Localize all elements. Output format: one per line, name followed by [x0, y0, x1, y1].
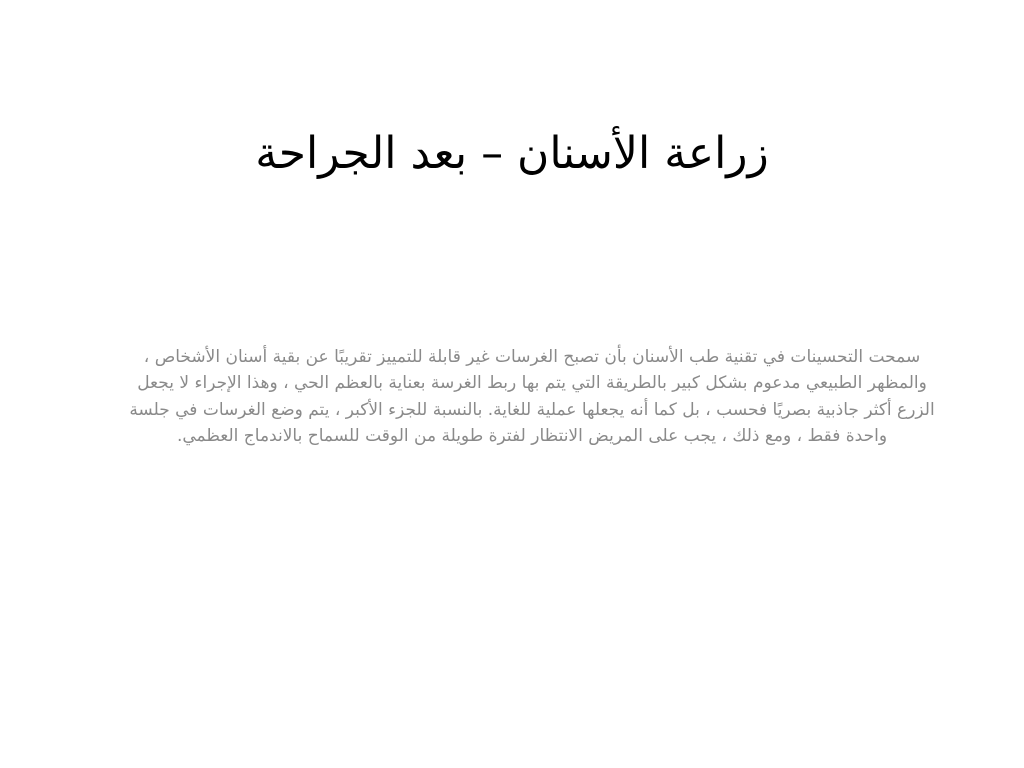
slide-body-text: سمحت التحسينات في تقنية طب الأسنان بأن تصبح الغرسات غير قابلة للتمييز تقريبًا عن بقية أسنان الأشخاص ، والمظهر الطبيعي مدعوم بشكل كبير بالطريقة التي يتم بها ربط الغرسة بعناية بالعظم الحي ، وهذا الإجراء لا يجعل الزرع أكثر جاذبية بصريًا فحسب ، بل كما أنه يجعلها عملية للغاية. بالنسبة للجزء الأكبر ، يتم وضع الغرسات في جلسة واحدة فقط ، ومع ذلك ، يجب على المريض الانتظار لفترة طويلة من الوقت للسماح بالاندماج العظمي. [129, 347, 935, 447]
slide-title: زراعة الأسنان – بعد الجراحة [255, 128, 769, 179]
